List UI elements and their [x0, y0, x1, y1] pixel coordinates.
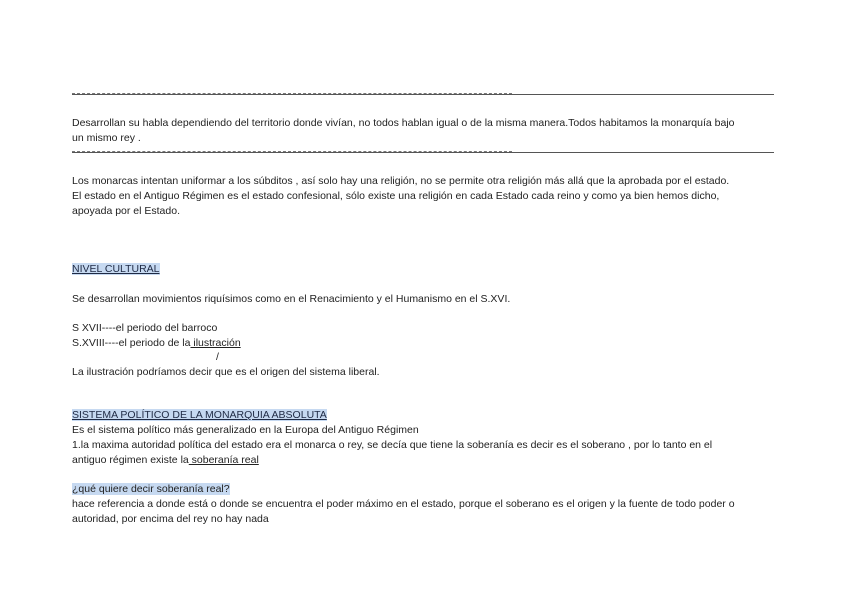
paragraph-habla-line-1: Desarrollan su habla dependiendo del territorio donde vivían, no todos hablan igual o de la misma manera.Todos habitamos la monarquía bajo — [72, 117, 735, 129]
paragraph-habla-line-2: un mismo rey . — [72, 132, 141, 144]
cultural-line-liberal: La ilustración podríamos decir que es el origen del sistema liberal. — [72, 366, 380, 378]
heading-text: SISTEMA POLÍTICO DE LA MONARQUIA ABSOLUTA — [72, 409, 327, 421]
soberania-real-term: soberanía real — [188, 454, 259, 466]
answer-line-1: hace referencia a donde está o donde se encuentra el poder máximo en el estado, porque el soberano es el origen y la fuente de todo poder o — [72, 498, 735, 510]
answer-line-2: autoridad, por encima del rey no hay nada — [72, 513, 269, 525]
politico-line-1: Es el sistema político más generalizado en la Europa del Antiguo Régimen — [72, 424, 419, 436]
paragraph-religion-line-3: apoyada por el Estado. — [72, 205, 180, 217]
paragraph-religion-line-1: Los monarcas intentan uniformar a los súbditos , así solo hay una religión, no se permite otra religión más allá que la aprobada por el estado. — [72, 175, 730, 187]
illustration-term: ilustración — [190, 337, 241, 349]
politico-line-2: 1.la maxima autoridad política del estado era el monarca o rey, se decía que tiene la soberanía es decir es el soberano , por lo tanto en el — [72, 439, 713, 451]
separator-dash — [72, 151, 512, 152]
separator-line — [72, 152, 774, 153]
separator-line — [72, 94, 774, 95]
cultural-line-1: Se desarrollan movimientos riquísimos como en el Renacimiento y el Humanismo en el S.XVI. — [72, 293, 511, 305]
politico-line-prefix: antiguo régimen existe la — [72, 454, 189, 466]
heading-text: NIVEL CULTURAL — [72, 263, 160, 275]
paragraph-religion-line-2: El estado en el Antiguo Régimen es el estado confesional, sólo existe una religión en cada Estado cada reino y como ya bien hemos dicho, — [72, 190, 720, 202]
separator-dash — [72, 93, 512, 94]
cultural-line-baroque: S XVII----el periodo del barroco — [72, 322, 218, 334]
slash-mark: / — [216, 351, 219, 363]
question-line — [72, 482, 230, 497]
politico-line-3 — [72, 453, 259, 468]
question-text: ¿qué quiere decir soberanía real? — [72, 483, 230, 495]
section-heading-politico — [72, 408, 327, 423]
cultural-line-illustration — [72, 336, 241, 351]
cultural-line-prefix: S.XVIII----el periodo de la — [72, 337, 191, 349]
section-heading-cultural — [72, 262, 160, 277]
